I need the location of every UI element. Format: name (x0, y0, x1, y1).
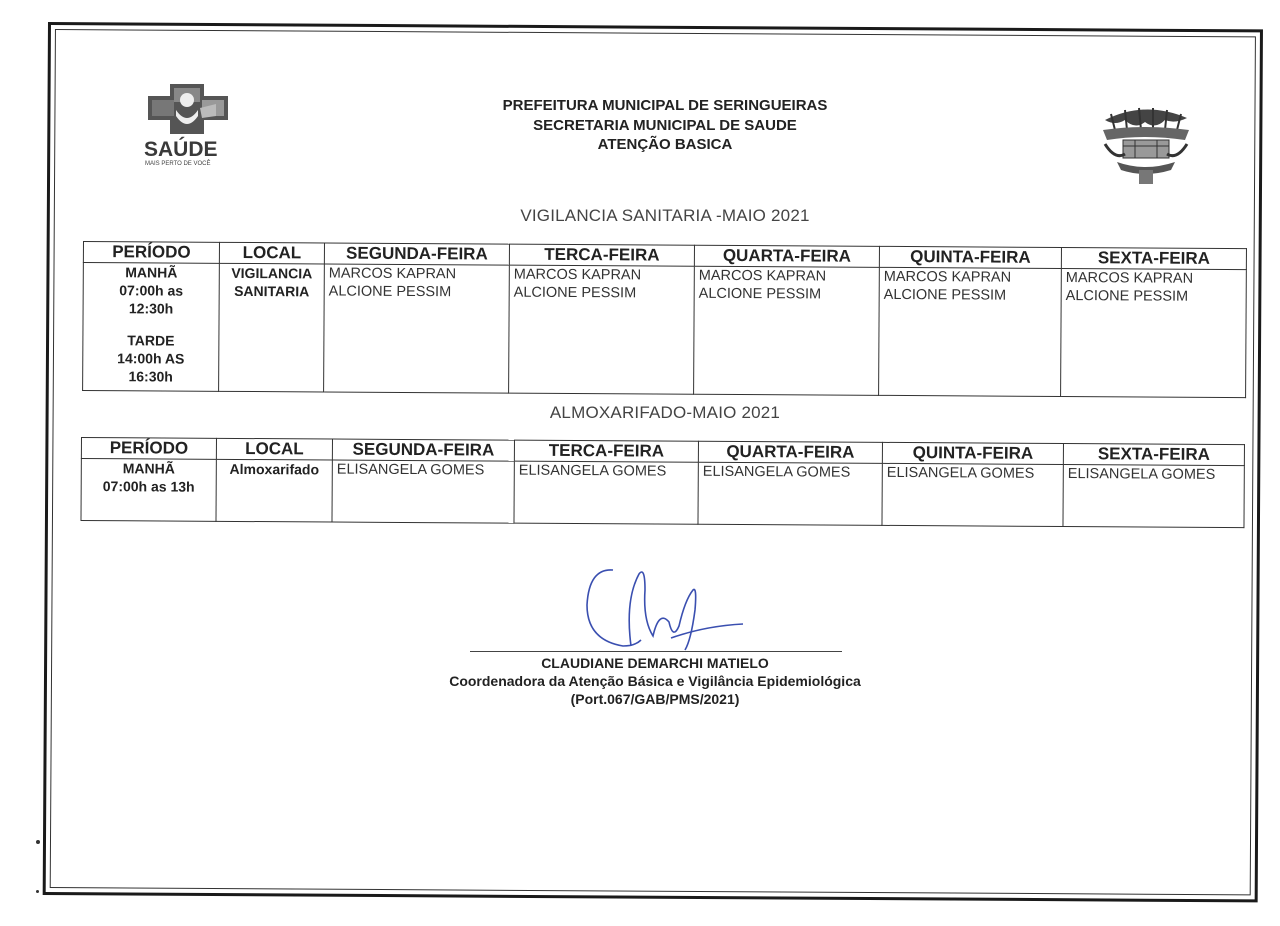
staff-name: ALCIONE PESSIM (698, 285, 822, 303)
almoxarifado-schedule-table (80, 437, 1244, 528)
day-cell: ELISANGELA GOMES (332, 460, 514, 523)
staff-name: MARCOS KAPRAN (1065, 270, 1194, 287)
period-afternoon-end: 16:30h (128, 368, 173, 385)
staff-name: ALCIONE PESSIM (1065, 288, 1189, 305)
column-header: PERÍODO (81, 438, 216, 460)
period-hours: 07:00h as 13h (102, 478, 195, 495)
header-line-3: ATENÇÃO BASICA (597, 136, 733, 153)
day-cell (1061, 268, 1247, 397)
header-line-1: PREFEITURA MUNICIPAL DE SERINGUEIRAS (502, 97, 828, 114)
column-header: TERCA-FEIRA (514, 440, 698, 462)
local-cell (219, 263, 325, 392)
almoxarifado-title: ALMOXARIFADO-MAIO 2021 (549, 403, 781, 422)
staff-name: MARCOS KAPRAN (883, 268, 1012, 286)
column-header: LOCAL (219, 242, 324, 264)
day-cell: ELISANGELA GOMES (698, 462, 882, 525)
day-cell (694, 266, 880, 395)
column-header: SEXTA-FEIRA (1061, 247, 1246, 269)
header-line-2: SECRETARIA MUNICIPAL DE SAUDE (533, 116, 797, 134)
period-afternoon-label: TARDE (127, 332, 175, 349)
vigilancia-schedule-table (82, 241, 1247, 398)
staff-name: MARCOS KAPRAN (698, 267, 827, 285)
column-header: QUARTA-FEIRA (694, 245, 879, 267)
column-header: TERCA-FEIRA (509, 244, 694, 266)
column-header: PERÍODO (83, 242, 219, 264)
period-morning-end: 12:30h (128, 300, 174, 317)
column-header: SEXTA-FEIRA (1063, 444, 1244, 466)
logo-word: SAÚDE (144, 138, 218, 161)
period-morning-label: MANHÃ (125, 264, 178, 281)
period-label: MANHÃ (122, 460, 175, 477)
staff-name: MARCOS KAPRAN (513, 266, 642, 284)
signature-line (470, 651, 842, 652)
vigilancia-title: VIGILANCIA SANITARIA -MAIO 2021 (520, 206, 810, 225)
local-cell: Almoxarifado (216, 459, 332, 522)
day-cell (324, 264, 510, 393)
staff-name: MARCOS KAPRAN (328, 265, 457, 283)
column-header: SEGUNDA-FEIRA (324, 243, 509, 265)
handwritten-signature (575, 560, 755, 655)
local-line: SANITARIA (234, 282, 310, 300)
period-cell (83, 263, 220, 392)
period-cell (81, 459, 216, 522)
scan-mark (36, 840, 40, 844)
document-header (0, 96, 1280, 155)
signatory-name: CLAUDIANE DEMARCHI MATIELO (541, 655, 769, 671)
staff-name: ALCIONE PESSIM (328, 283, 452, 301)
day-cell (509, 265, 695, 394)
column-header: QUARTA-FEIRA (698, 441, 882, 463)
period-morning-start: 07:00h as (119, 282, 184, 299)
column-header: QUINTA-FEIRA (879, 246, 1061, 268)
column-header: LOCAL (216, 438, 332, 460)
staff-name: ALCIONE PESSIM (883, 286, 1007, 304)
period-afternoon-start: 14:00h AS (117, 350, 185, 367)
column-header: SEGUNDA-FEIRA (332, 439, 514, 461)
scan-mark (36, 890, 39, 893)
day-cell: ELISANGELA GOMES (514, 461, 698, 524)
signatory-role: Coordenadora da Atenção Básica e Vigilância Epidemiológica (449, 673, 861, 689)
local-line: VIGILANCIA (231, 264, 313, 282)
day-cell: ELISANGELA GOMES (882, 463, 1063, 526)
day-cell (879, 267, 1062, 396)
signature-block (0, 654, 1280, 708)
logo-tagline: MAIS PERTO DE VOCÊ (145, 161, 211, 167)
table-row (81, 459, 1244, 528)
signatory-ordinance: (Port.067/GAB/PMS/2021) (570, 691, 740, 707)
day-cell: ELISANGELA GOMES (1063, 465, 1244, 528)
staff-name: ALCIONE PESSIM (513, 284, 637, 302)
column-header: QUINTA-FEIRA (882, 442, 1063, 464)
table-row (83, 263, 1247, 398)
